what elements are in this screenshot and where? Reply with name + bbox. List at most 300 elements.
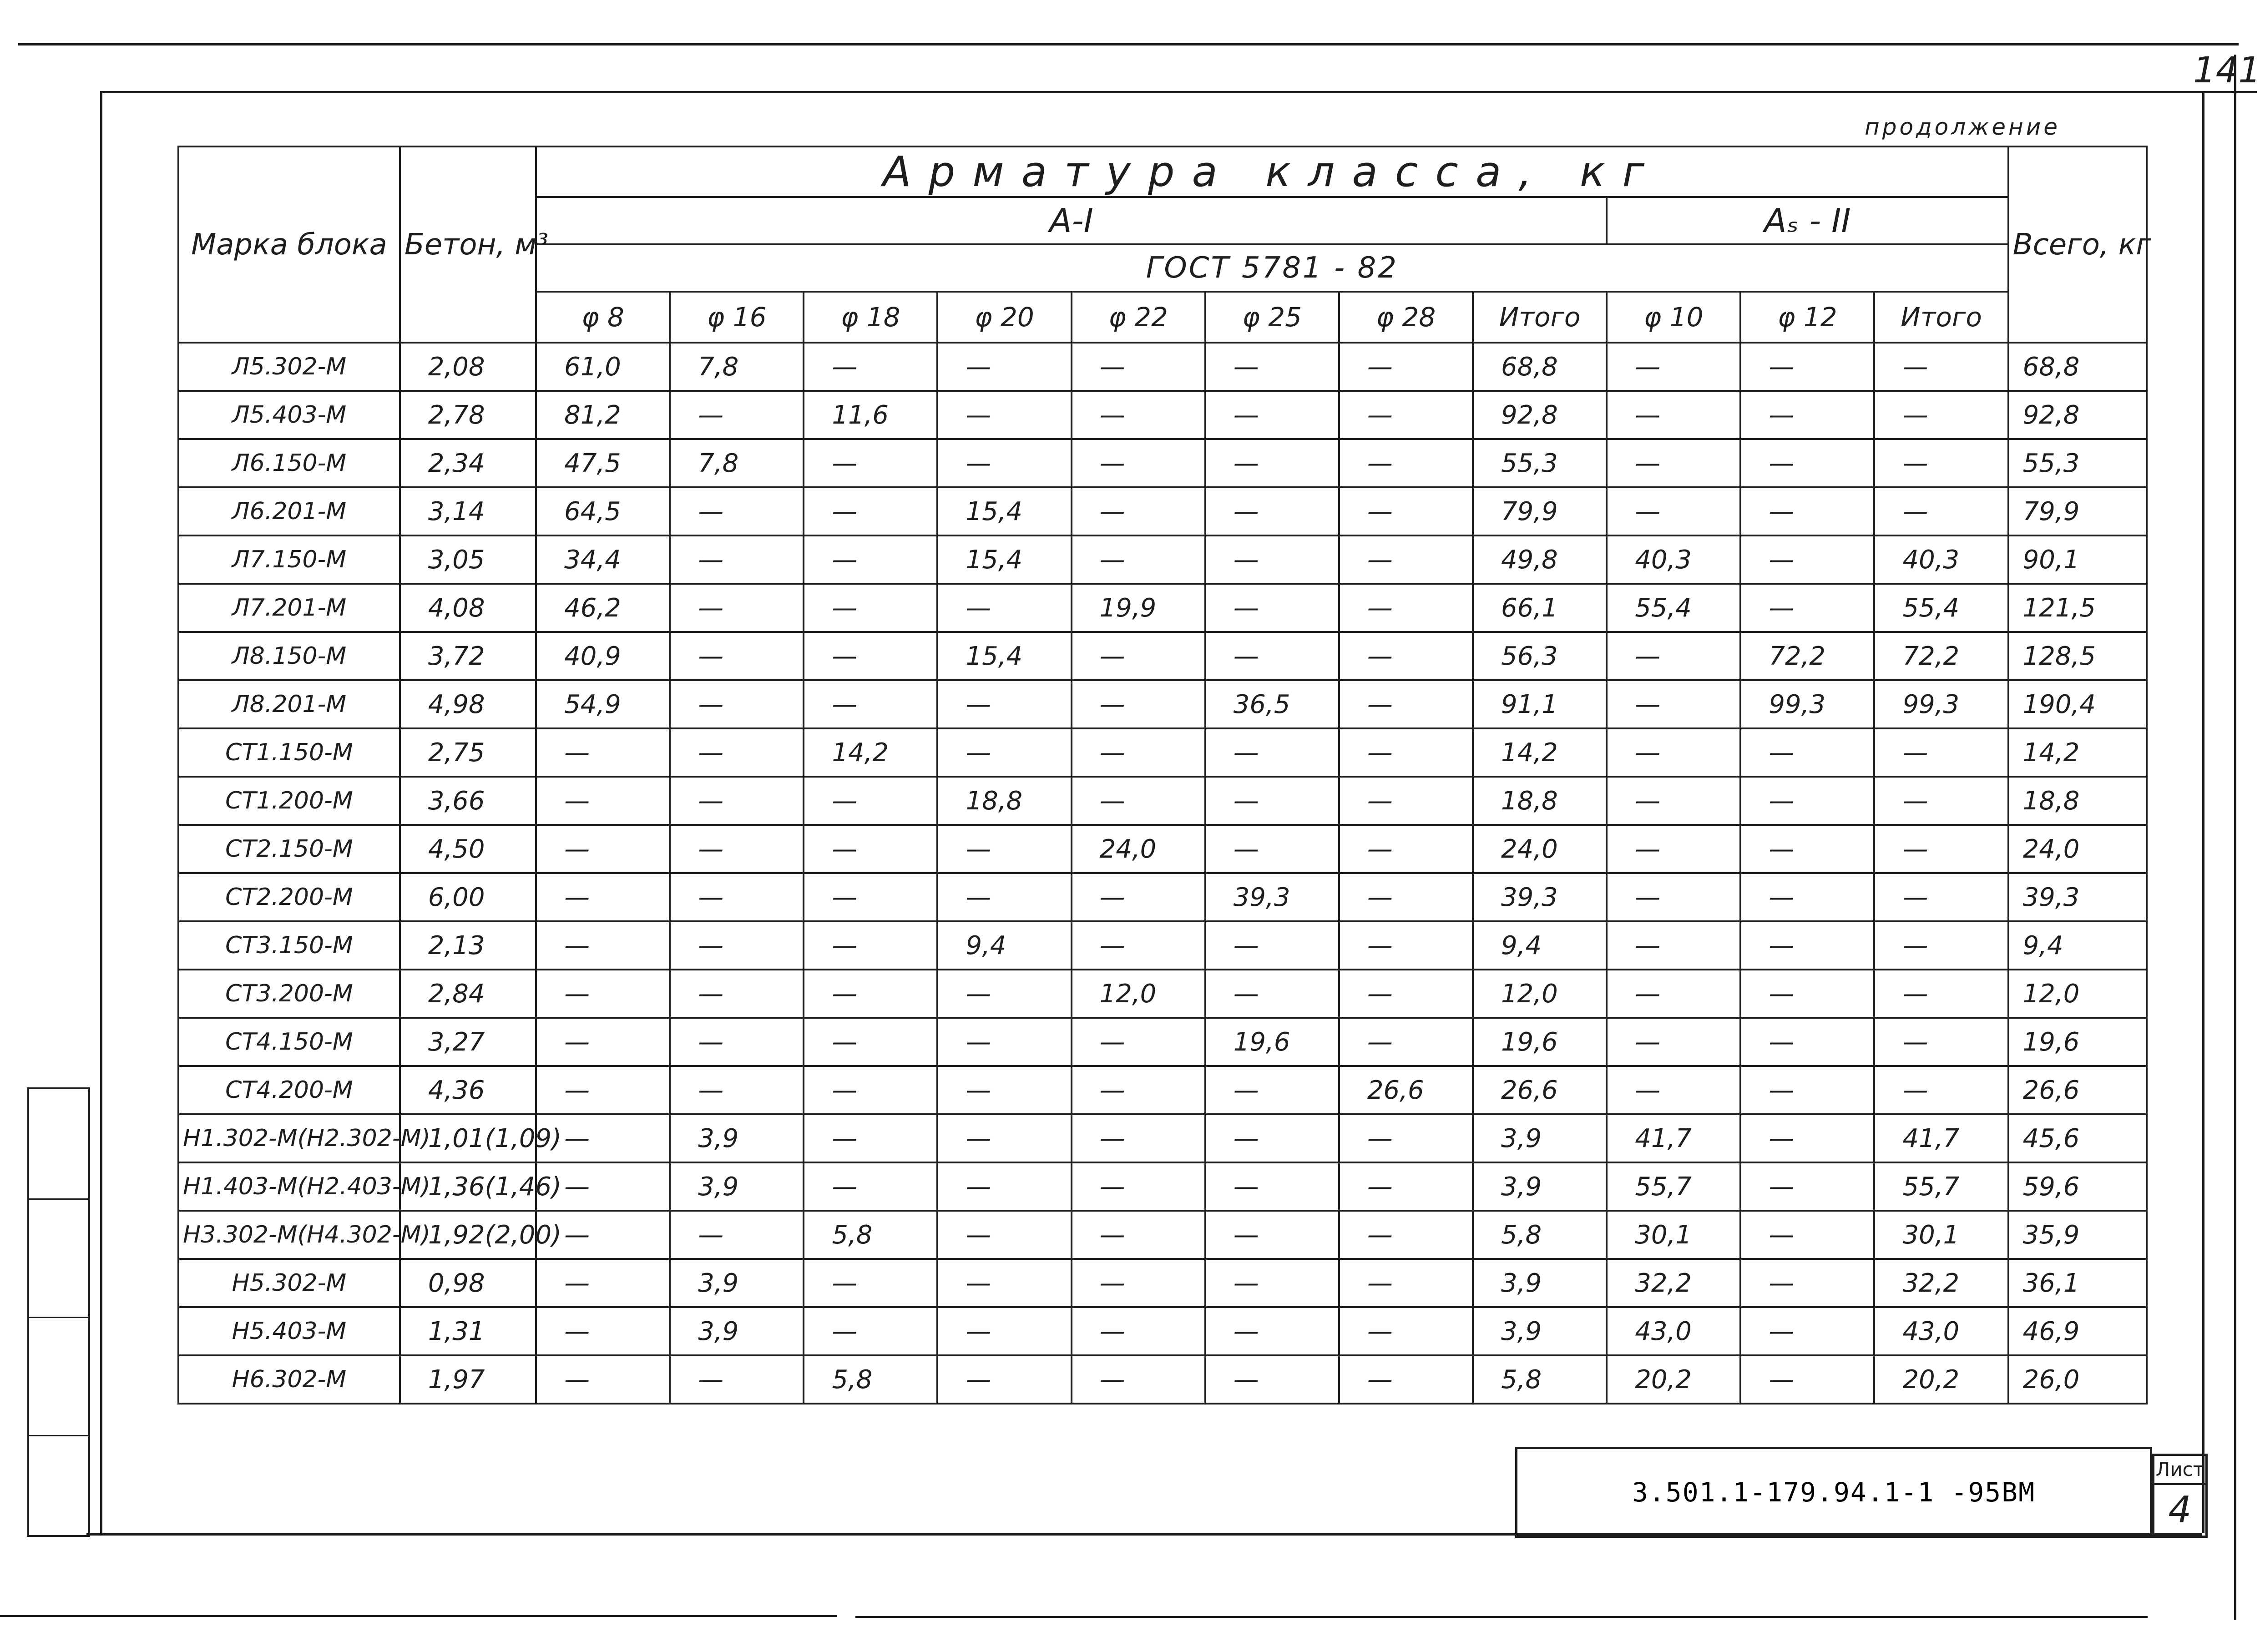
- reinforcement-cell: —: [1205, 536, 1339, 584]
- reinforcement-cell: —: [536, 1307, 670, 1355]
- reinforcement-cell: —: [1740, 1162, 1874, 1211]
- table-row: [178, 1211, 2147, 1259]
- concrete-volume-cell: 2,13: [400, 921, 536, 970]
- reinforcement-cell: —: [937, 584, 1071, 632]
- reinforcement-cell: —: [1205, 970, 1339, 1018]
- reinforcement-cell: —: [1874, 825, 2008, 873]
- reinforcement-cell: —: [1740, 921, 1874, 970]
- reinforcement-cell: —: [1874, 921, 2008, 970]
- reinforcement-cell: —: [1607, 777, 1740, 825]
- table-row: [178, 487, 2147, 536]
- reinforcement-cell: —: [1205, 1259, 1339, 1307]
- table-row: [178, 343, 2147, 391]
- reinforcement-cell: —: [670, 921, 804, 970]
- reinforcement-cell: —: [1339, 1307, 1473, 1355]
- block-mark-cell: СТ2.150-М: [178, 825, 400, 873]
- reinforcement-cell: 26,6: [1473, 1066, 1607, 1114]
- side-stamp-strip: [27, 1087, 90, 1537]
- reinforcement-cell: 24,0: [1473, 825, 1607, 873]
- concrete-volume-cell: 1,36(1,46): [400, 1162, 536, 1211]
- reinforcement-cell: —: [1740, 777, 1874, 825]
- reinforcement-cell: 12,0: [1072, 970, 1205, 1018]
- reinforcement-cell: 19,6: [1205, 1018, 1339, 1066]
- reinforcement-cell: —: [1339, 487, 1473, 536]
- total-weight-cell: 46,9: [2008, 1307, 2147, 1355]
- reinforcement-cell: —: [1607, 487, 1740, 536]
- reinforcement-cell: —: [1072, 1355, 1205, 1404]
- table-row: [178, 1018, 2147, 1066]
- reinforcement-cell: —: [1740, 1259, 1874, 1307]
- reinforcement-cell: —: [1072, 728, 1205, 777]
- reinforcement-cell: 3,9: [1473, 1307, 1607, 1355]
- reinforcement-cell: —: [1205, 487, 1339, 536]
- reinforcement-cell: 72,2: [1874, 632, 2008, 680]
- concrete-volume-cell: 1,92(2,00): [400, 1211, 536, 1259]
- reinforcement-cell: —: [1740, 728, 1874, 777]
- reinforcement-cell: —: [1874, 1018, 2008, 1066]
- reinforcement-cell: —: [1339, 921, 1473, 970]
- bottom-rule: [0, 1615, 837, 1617]
- total-weight-cell: 190,4: [2008, 680, 2147, 728]
- reinforcement-cell: —: [670, 536, 804, 584]
- subheader-cell: φ 12: [1740, 292, 1874, 343]
- concrete-volume-cell: 1,31: [400, 1307, 536, 1355]
- table-row: [178, 825, 2147, 873]
- reinforcement-cell: —: [1339, 1355, 1473, 1404]
- concrete-volume-cell: 6,00: [400, 873, 536, 921]
- reinforcement-cell: 55,7: [1874, 1162, 2008, 1211]
- reinforcement-cell: —: [937, 343, 1071, 391]
- frame-right-inner: [2202, 91, 2204, 1533]
- reinforcement-cell: 61,0: [536, 343, 670, 391]
- total-weight-cell: 59,6: [2008, 1162, 2147, 1211]
- reinforcement-cell: —: [1339, 777, 1473, 825]
- block-mark-cell: Л7.150-М: [178, 536, 400, 584]
- block-mark-cell: СТ3.200-М: [178, 970, 400, 1018]
- reinforcement-cell: —: [1607, 632, 1740, 680]
- reinforcement-cell: —: [1740, 1355, 1874, 1404]
- total-weight-cell: 121,5: [2008, 584, 2147, 632]
- reinforcement-cell: —: [804, 777, 937, 825]
- block-mark-cell: СТ3.150-М: [178, 921, 400, 970]
- reinforcement-cell: 5,8: [804, 1355, 937, 1404]
- reinforcement-cell: 3,9: [670, 1162, 804, 1211]
- block-mark-cell: СТ4.150-М: [178, 1018, 400, 1066]
- reinforcement-cell: —: [1339, 584, 1473, 632]
- total-weight-cell: 128,5: [2008, 632, 2147, 680]
- concrete-volume-cell: 4,08: [400, 584, 536, 632]
- block-mark-cell: Н1.403-М(Н2.403-М): [178, 1162, 400, 1211]
- frame-right: [2234, 55, 2236, 1620]
- reinforcement-cell: —: [536, 1211, 670, 1259]
- reinforcement-cell: 14,2: [804, 728, 937, 777]
- reinforcement-cell: 18,8: [937, 777, 1071, 825]
- table-row: [178, 584, 2147, 632]
- concrete-volume-cell: 3,72: [400, 632, 536, 680]
- reinforcement-cell: —: [1205, 632, 1339, 680]
- reinforcement-cell: —: [1205, 1162, 1339, 1211]
- total-weight-cell: 19,6: [2008, 1018, 2147, 1066]
- reinforcement-cell: —: [1740, 970, 1874, 1018]
- concrete-volume-cell: 1,01(1,09): [400, 1114, 536, 1162]
- reinforcement-cell: —: [1740, 584, 1874, 632]
- reinforcement-cell: —: [1607, 921, 1740, 970]
- reinforcement-cell: 19,9: [1072, 584, 1205, 632]
- reinforcement-cell: —: [536, 1355, 670, 1404]
- reinforcement-cell: —: [670, 1355, 804, 1404]
- reinforcement-cell: —: [804, 1066, 937, 1114]
- concrete-volume-cell: 3,27: [400, 1018, 536, 1066]
- reinforcement-cell: —: [1339, 680, 1473, 728]
- reinforcement-cell: 41,7: [1874, 1114, 2008, 1162]
- reinforcement-cell: 3,9: [670, 1114, 804, 1162]
- corner-sheet-number: 141: [2193, 50, 2261, 91]
- reinforcement-cell: —: [1339, 728, 1473, 777]
- reinforcement-cell: —: [1205, 728, 1339, 777]
- header-class-as2: Аₛ - II: [1607, 197, 2008, 244]
- reinforcement-cell: —: [670, 1018, 804, 1066]
- header-total: Всего, кг: [2008, 147, 2147, 343]
- reinforcement-cell: —: [1205, 584, 1339, 632]
- reinforcement-cell: —: [804, 343, 937, 391]
- reinforcement-cell: —: [804, 439, 937, 487]
- block-mark-cell: Н3.302-М(Н4.302-М): [178, 1211, 400, 1259]
- reinforcement-cell: —: [937, 873, 1071, 921]
- reinforcement-cell: —: [804, 536, 937, 584]
- reinforcement-cell: 12,0: [1473, 970, 1607, 1018]
- reinforcement-cell: —: [1072, 343, 1205, 391]
- header-class-a1: А-I: [536, 197, 1607, 244]
- frame-left: [100, 91, 102, 1533]
- reinforcement-cell: —: [1072, 1018, 1205, 1066]
- reinforcement-cell: —: [1339, 1114, 1473, 1162]
- reinforcement-cell: —: [1607, 680, 1740, 728]
- table-row: [178, 1355, 2147, 1404]
- reinforcement-cell: 55,4: [1607, 584, 1740, 632]
- table-row: [178, 1162, 2147, 1211]
- reinforcement-table: [177, 146, 2151, 1404]
- total-weight-cell: 92,8: [2008, 391, 2147, 439]
- reinforcement-cell: —: [1874, 970, 2008, 1018]
- reinforcement-cell: —: [1205, 825, 1339, 873]
- reinforcement-cell: —: [937, 1114, 1071, 1162]
- reinforcement-cell: 40,9: [536, 632, 670, 680]
- total-weight-cell: 45,6: [2008, 1114, 2147, 1162]
- block-mark-cell: Л5.302-М: [178, 343, 400, 391]
- reinforcement-cell: —: [1874, 391, 2008, 439]
- header-concrete: Бетон, м³: [400, 147, 536, 343]
- reinforcement-cell: 39,3: [1205, 873, 1339, 921]
- reinforcement-cell: —: [670, 873, 804, 921]
- reinforcement-cell: —: [1072, 632, 1205, 680]
- reinforcement-cell: —: [937, 1018, 1071, 1066]
- reinforcement-cell: —: [1205, 1211, 1339, 1259]
- reinforcement-cell: —: [1205, 1066, 1339, 1114]
- reinforcement-cell: —: [536, 1162, 670, 1211]
- table-row: [178, 921, 2147, 970]
- subheader-cell: φ 20: [937, 292, 1071, 343]
- reinforcement-cell: 15,4: [937, 632, 1071, 680]
- table-row: [178, 777, 2147, 825]
- table-row: [178, 1307, 2147, 1355]
- sheet-box: [2152, 1454, 2208, 1538]
- reinforcement-cell: —: [804, 873, 937, 921]
- reinforcement-cell: 81,2: [536, 391, 670, 439]
- block-mark-cell: СТ1.200-М: [178, 777, 400, 825]
- table-row: [178, 1066, 2147, 1114]
- reinforcement-cell: —: [1339, 970, 1473, 1018]
- reinforcement-cell: 46,2: [536, 584, 670, 632]
- reinforcement-cell: —: [536, 921, 670, 970]
- reinforcement-cell: —: [670, 1066, 804, 1114]
- bottom-rule-2: [855, 1616, 2148, 1618]
- reinforcement-cell: 92,8: [1473, 391, 1607, 439]
- concrete-volume-cell: 2,78: [400, 391, 536, 439]
- concrete-volume-cell: 3,05: [400, 536, 536, 584]
- reinforcement-cell: —: [1339, 391, 1473, 439]
- reinforcement-cell: —: [1339, 439, 1473, 487]
- reinforcement-cell: —: [1607, 391, 1740, 439]
- reinforcement-cell: 3,9: [1473, 1114, 1607, 1162]
- block-mark-cell: Л6.150-М: [178, 439, 400, 487]
- reinforcement-cell: —: [1740, 1114, 1874, 1162]
- reinforcement-cell: —: [937, 1211, 1071, 1259]
- reinforcement-cell: —: [1205, 439, 1339, 487]
- reinforcement-cell: —: [1740, 391, 1874, 439]
- reinforcement-cell: 91,1: [1473, 680, 1607, 728]
- reinforcement-cell: —: [536, 970, 670, 1018]
- block-mark-cell: СТ2.200-М: [178, 873, 400, 921]
- reinforcement-cell: —: [1205, 777, 1339, 825]
- reinforcement-cell: —: [670, 1211, 804, 1259]
- reinforcement-cell: —: [1607, 343, 1740, 391]
- reinforcement-cell: —: [804, 584, 937, 632]
- reinforcement-cell: —: [1740, 1307, 1874, 1355]
- sheet-label: Лист: [2154, 1456, 2205, 1485]
- reinforcement-cell: —: [937, 391, 1071, 439]
- total-weight-cell: 18,8: [2008, 777, 2147, 825]
- reinforcement-cell: —: [804, 970, 937, 1018]
- reinforcement-cell: —: [1072, 921, 1205, 970]
- concrete-volume-cell: 1,97: [400, 1355, 536, 1404]
- reinforcement-cell: —: [1339, 1018, 1473, 1066]
- header-standard: ГОСТ 5781 - 82: [536, 244, 2008, 292]
- reinforcement-cell: —: [1607, 439, 1740, 487]
- reinforcement-cell: —: [804, 825, 937, 873]
- reinforcement-cell: 47,5: [536, 439, 670, 487]
- block-mark-cell: Л8.201-М: [178, 680, 400, 728]
- reinforcement-cell: —: [804, 487, 937, 536]
- reinforcement-cell: 15,4: [937, 536, 1071, 584]
- reinforcement-cell: 7,8: [670, 439, 804, 487]
- reinforcement-cell: —: [536, 873, 670, 921]
- block-mark-cell: Н6.302-М: [178, 1355, 400, 1404]
- top-rule: [18, 43, 2239, 45]
- reinforcement-cell: —: [1607, 1066, 1740, 1114]
- header-mark: Марка блока: [178, 147, 400, 343]
- reinforcement-cell: 68,8: [1473, 343, 1607, 391]
- reinforcement-cell: 56,3: [1473, 632, 1607, 680]
- reinforcement-cell: 66,1: [1473, 584, 1607, 632]
- reinforcement-cell: —: [1072, 487, 1205, 536]
- reinforcement-cell: 3,9: [670, 1307, 804, 1355]
- reinforcement-cell: —: [1072, 1211, 1205, 1259]
- total-weight-cell: 35,9: [2008, 1211, 2147, 1259]
- table-row: [178, 632, 2147, 680]
- reinforcement-cell: 26,6: [1339, 1066, 1473, 1114]
- total-weight-cell: 36,1: [2008, 1259, 2147, 1307]
- reinforcement-cell: 72,2: [1740, 632, 1874, 680]
- reinforcement-cell: —: [670, 487, 804, 536]
- table-row: [178, 680, 2147, 728]
- table-row: [178, 970, 2147, 1018]
- total-weight-cell: 39,3: [2008, 873, 2147, 921]
- reinforcement-cell: —: [1072, 777, 1205, 825]
- reinforcement-cell: —: [1607, 825, 1740, 873]
- reinforcement-cell: —: [1607, 970, 1740, 1018]
- sheet-number: 4: [2168, 1489, 2192, 1531]
- reinforcement-cell: 9,4: [937, 921, 1071, 970]
- reinforcement-cell: 3,9: [1473, 1259, 1607, 1307]
- reinforcement-cell: 3,9: [670, 1259, 804, 1307]
- reinforcement-cell: 55,4: [1874, 584, 2008, 632]
- reinforcement-cell: —: [1339, 343, 1473, 391]
- reinforcement-cell: —: [670, 777, 804, 825]
- reinforcement-cell: —: [670, 680, 804, 728]
- reinforcement-cell: —: [804, 1259, 937, 1307]
- reinforcement-cell: —: [536, 825, 670, 873]
- reinforcement-cell: 30,1: [1607, 1211, 1740, 1259]
- subheader-cell: Итого: [1473, 292, 1607, 343]
- reinforcement-cell: —: [1874, 487, 2008, 536]
- side-strip-divider: [29, 1435, 88, 1436]
- reinforcement-cell: 55,3: [1473, 439, 1607, 487]
- reinforcement-cell: —: [1339, 1259, 1473, 1307]
- reinforcement-cell: —: [1072, 1114, 1205, 1162]
- reinforcement-cell: 41,7: [1607, 1114, 1740, 1162]
- reinforcement-cell: —: [937, 825, 1071, 873]
- block-mark-cell: Л5.403-М: [178, 391, 400, 439]
- reinforcement-cell: —: [804, 632, 937, 680]
- reinforcement-cell: —: [1874, 728, 2008, 777]
- reinforcement-cell: —: [804, 680, 937, 728]
- reinforcement-cell: —: [1072, 1066, 1205, 1114]
- reinforcement-cell: —: [804, 921, 937, 970]
- concrete-volume-cell: 2,08: [400, 343, 536, 391]
- reinforcement-cell: 5,8: [1473, 1211, 1607, 1259]
- concrete-volume-cell: 4,36: [400, 1066, 536, 1114]
- reinforcement-cell: 40,3: [1874, 536, 2008, 584]
- reinforcement-cell: —: [1205, 1355, 1339, 1404]
- reinforcement-cell: —: [1607, 728, 1740, 777]
- subheader-cell: φ 18: [804, 292, 937, 343]
- reinforcement-cell: —: [1072, 873, 1205, 921]
- block-mark-cell: Н1.302-М(Н2.302-М): [178, 1114, 400, 1162]
- reinforcement-cell: —: [1740, 536, 1874, 584]
- concrete-volume-cell: 4,98: [400, 680, 536, 728]
- reinforcement-cell: —: [1339, 536, 1473, 584]
- total-weight-cell: 9,4: [2008, 921, 2147, 970]
- concrete-volume-cell: 3,14: [400, 487, 536, 536]
- reinforcement-cell: —: [1740, 439, 1874, 487]
- block-mark-cell: Л8.150-М: [178, 632, 400, 680]
- total-weight-cell: 68,8: [2008, 343, 2147, 391]
- reinforcement-cell: —: [1740, 873, 1874, 921]
- total-weight-cell: 24,0: [2008, 825, 2147, 873]
- table-row: [178, 536, 2147, 584]
- reinforcement-cell: —: [536, 728, 670, 777]
- reinforcement-cell: 34,4: [536, 536, 670, 584]
- reinforcement-cell: —: [536, 1066, 670, 1114]
- reinforcement-cell: 39,3: [1473, 873, 1607, 921]
- reinforcement-cell: —: [1740, 1066, 1874, 1114]
- reinforcement-cell: —: [1874, 1066, 2008, 1114]
- concrete-volume-cell: 3,66: [400, 777, 536, 825]
- reinforcement-cell: —: [1874, 873, 2008, 921]
- reinforcement-cell: —: [937, 1307, 1071, 1355]
- reinforcement-cell: —: [1607, 873, 1740, 921]
- reinforcement-cell: —: [536, 1018, 670, 1066]
- continuation-note: продолжение: [1865, 114, 2060, 140]
- reinforcement-cell: 55,7: [1607, 1162, 1740, 1211]
- reinforcement-cell: —: [670, 825, 804, 873]
- reinforcement-cell: —: [1205, 391, 1339, 439]
- reinforcement-cell: —: [1072, 439, 1205, 487]
- reinforcement-cell: —: [1740, 343, 1874, 391]
- block-mark-cell: Л6.201-М: [178, 487, 400, 536]
- subheader-cell: φ 16: [670, 292, 804, 343]
- table-row: [178, 1114, 2147, 1162]
- reinforcement-cell: —: [1339, 825, 1473, 873]
- reinforcement-cell: 11,6: [804, 391, 937, 439]
- reinforcement-cell: —: [1072, 1259, 1205, 1307]
- reinforcement-cell: 43,0: [1874, 1307, 2008, 1355]
- total-weight-cell: 90,1: [2008, 536, 2147, 584]
- reinforcement-cell: —: [1205, 343, 1339, 391]
- reinforcement-cell: —: [1072, 1162, 1205, 1211]
- reinforcement-cell: —: [1740, 825, 1874, 873]
- reinforcement-cell: —: [1740, 1018, 1874, 1066]
- reinforcement-cell: 19,6: [1473, 1018, 1607, 1066]
- block-mark-cell: Л7.201-М: [178, 584, 400, 632]
- header-reinforcement: Арматура класса, кг: [536, 147, 2008, 197]
- reinforcement-cell: 49,8: [1473, 536, 1607, 584]
- reinforcement-cell: —: [804, 1307, 937, 1355]
- subheader-cell: φ 10: [1607, 292, 1740, 343]
- reinforcement-cell: —: [937, 680, 1071, 728]
- reinforcement-cell: 20,2: [1874, 1355, 2008, 1404]
- reinforcement-cell: 40,3: [1607, 536, 1740, 584]
- reinforcement-cell: —: [670, 632, 804, 680]
- reinforcement-cell: —: [1072, 391, 1205, 439]
- reinforcement-cell: 7,8: [670, 343, 804, 391]
- reinforcement-cell: —: [536, 1114, 670, 1162]
- total-weight-cell: 26,0: [2008, 1355, 2147, 1404]
- reinforcement-cell: —: [937, 1066, 1071, 1114]
- reinforcement-cell: 99,3: [1874, 680, 2008, 728]
- reinforcement-cell: —: [1339, 1162, 1473, 1211]
- reinforcement-cell: —: [536, 777, 670, 825]
- reinforcement-cell: —: [1072, 1307, 1205, 1355]
- reinforcement-cell: 20,2: [1607, 1355, 1740, 1404]
- reinforcement-cell: —: [937, 1259, 1071, 1307]
- reinforcement-cell: 15,4: [937, 487, 1071, 536]
- reinforcement-cell: 36,5: [1205, 680, 1339, 728]
- reinforcement-cell: —: [1874, 777, 2008, 825]
- reinforcement-cell: —: [670, 728, 804, 777]
- reinforcement-cell: —: [1072, 680, 1205, 728]
- reinforcement-cell: 43,0: [1607, 1307, 1740, 1355]
